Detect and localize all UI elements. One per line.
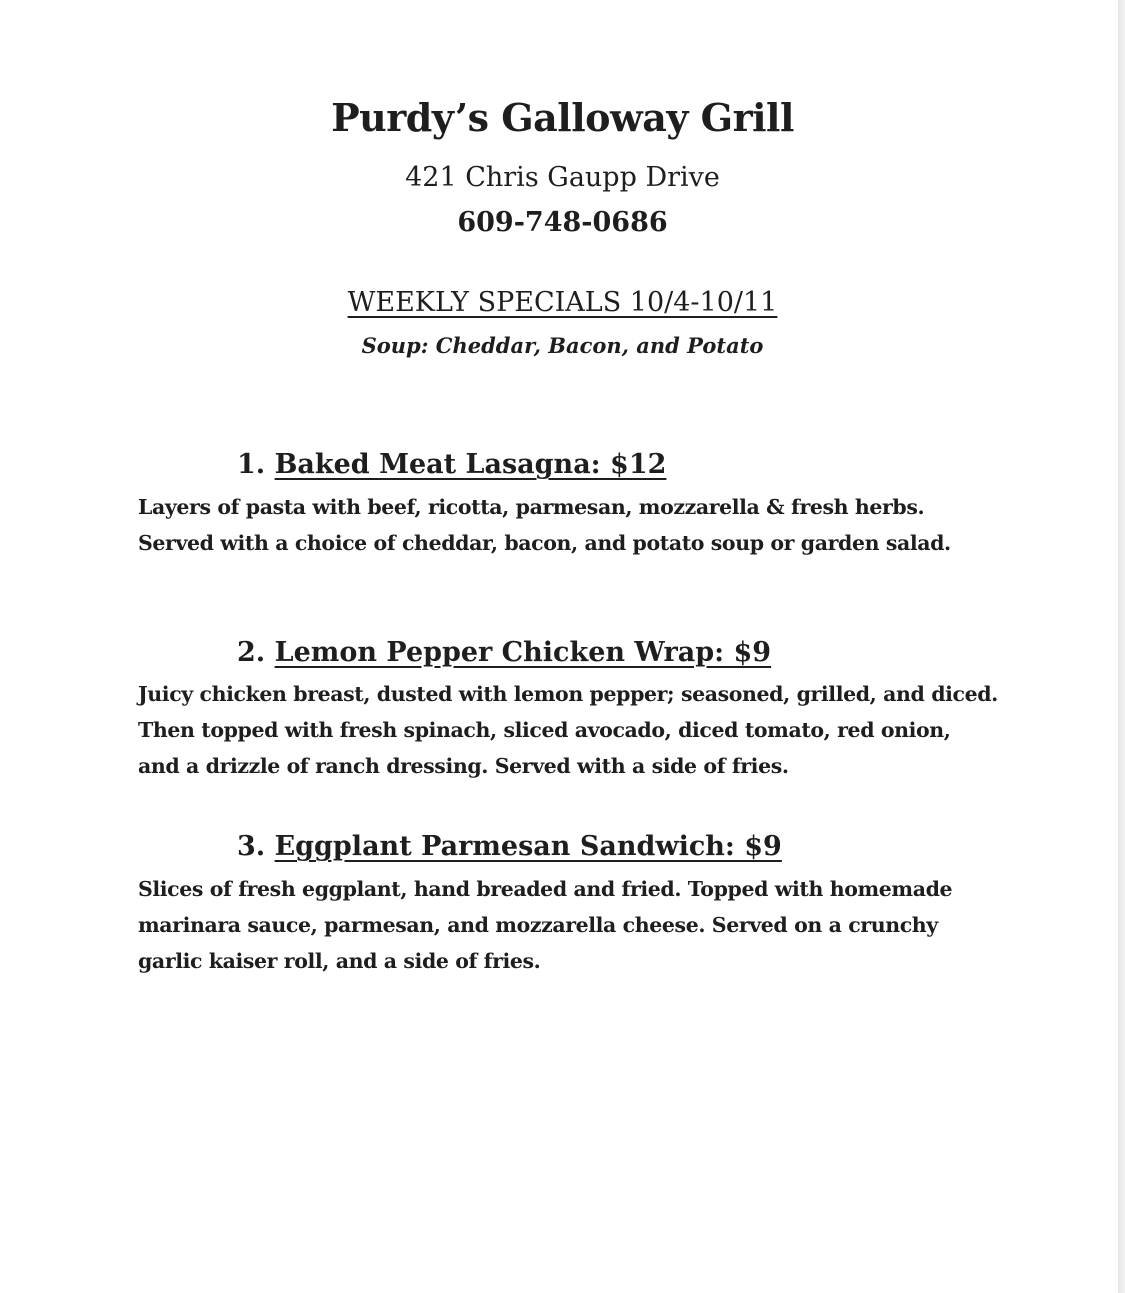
restaurant-name: Purdy’s Galloway Grill bbox=[331, 95, 794, 140]
menu-item-name: Lemon Pepper Chicken Wrap: $9 bbox=[274, 637, 772, 668]
menu-item-name: Eggplant Parmesan Sandwich: $9 bbox=[274, 831, 782, 862]
menu-item-description: Juicy chicken breast, dusted with lemon pepper; seasoned, grilled, and diced. Then topped with fresh spinach, sliced avocado, diced tomato, red onion, and a drizzle of ranch dressing. Served with a side of fries. bbox=[138, 682, 998, 778]
soup-of-the-week: Soup: Cheddar, Bacon, and Potato bbox=[361, 333, 764, 358]
menu-item-number: 1. bbox=[237, 449, 266, 480]
menu-item-number: 3. bbox=[237, 831, 266, 862]
menu-item-name: Baked Meat Lasagna: $12 bbox=[274, 449, 667, 480]
page-edge-shadow bbox=[1118, 0, 1125, 1293]
restaurant-address: 421 Chris Gaupp Drive bbox=[405, 162, 720, 193]
menu-item-title bbox=[237, 828, 782, 866]
restaurant-phone: 609-748-0686 bbox=[457, 207, 668, 238]
menu-item-title bbox=[237, 634, 771, 672]
menu-item-description: Slices of fresh eggplant, hand breaded and fried. Topped with homemade marinara sauce, parmesan, and mozzarella cheese. Served on a crunchy garlic kaiser roll, and a side of fries. bbox=[138, 877, 953, 973]
menu-item-title bbox=[237, 446, 666, 484]
menu-item-description: Layers of pasta with beef, ricotta, parmesan, mozzarella & fresh herbs. Served with a choice of cheddar, bacon, and potato soup or garden salad. bbox=[138, 495, 951, 555]
menu-item-number: 2. bbox=[237, 637, 266, 668]
specials-heading: WEEKLY SPECIALS 10/4-10/11 bbox=[347, 287, 778, 318]
